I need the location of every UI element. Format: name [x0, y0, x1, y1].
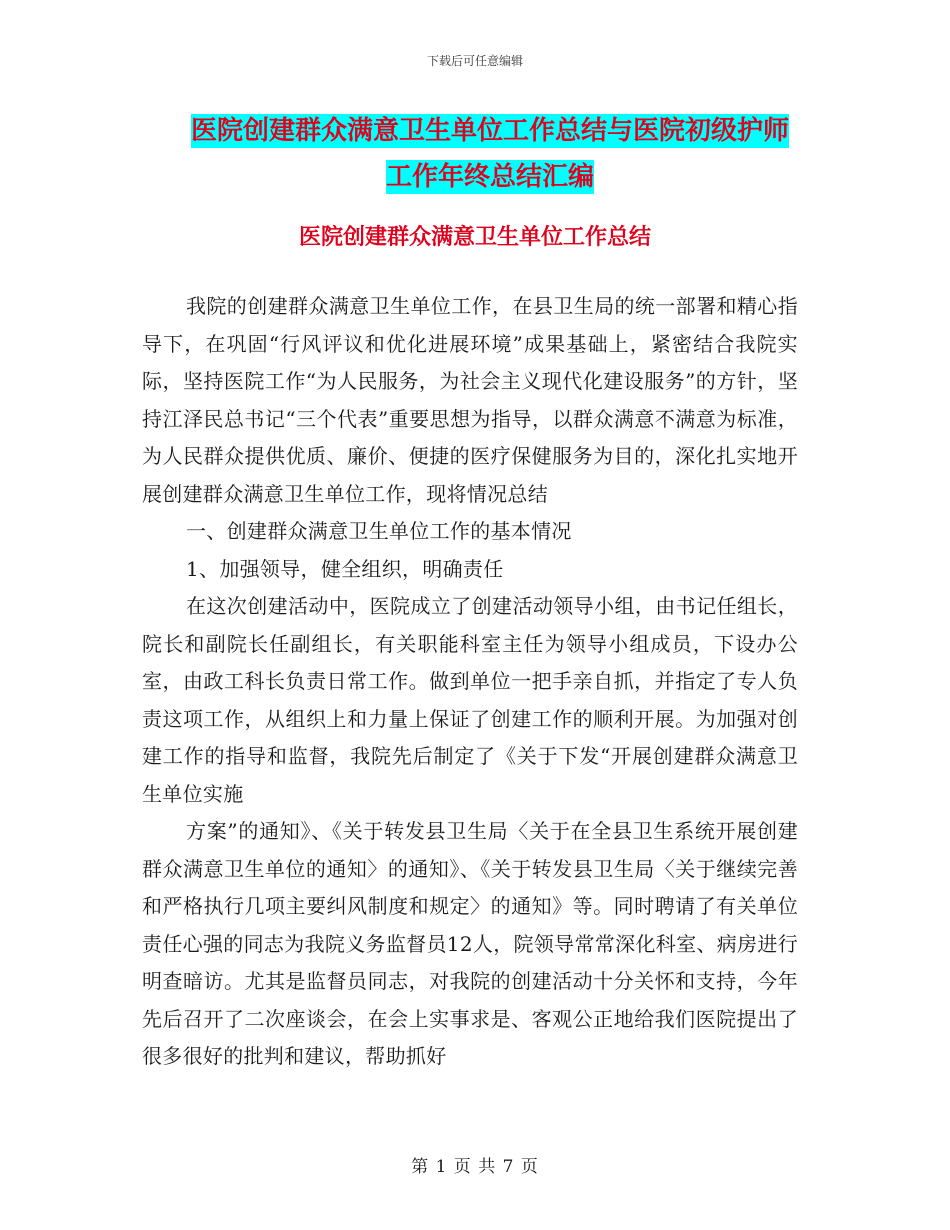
section-title: 医院创建群众满意卫生单位工作总结: [298, 225, 651, 250]
title-line-2: 工作年终总结汇编: [385, 162, 594, 192]
heading-basic-situation: 一、创建群众满意卫生单位工作的基本情况: [186, 519, 572, 543]
title-line-1: 医院创建群众满意卫生单位工作总结与医院初级护师: [190, 116, 789, 146]
document-title: [140, 108, 840, 200]
document-body: [142, 288, 798, 1076]
paragraph-notices: 方案”的通知》、《关于转发县卫生局〈关于在全县卫生系统开展创建群众满意卫生单位的通知〉的通知》、《关于转发县卫生局〈关于继续完善和严格执行几项主要纠风制度和规定〉的通知》等。同时聘请了有关单位责任心强的同志为我院义务监督员12人，院领导常常深化科室、病房进行明查暗访。尤其是监督员同志，对我院的创建活动十分关怀和支持，今年先后召开了二次座谈会，在会上实事求是、客观公正地给我们医院提出了很多很好的批判和建议，帮助抓好: [142, 819, 798, 1068]
subheading-leadership: 1、加强领导，健全组织，明确责任: [186, 556, 504, 581]
page-number: 第 1 页 共 7 页: [411, 1157, 539, 1177]
paragraph-leadership: 在这次创建活动中，医院成立了创建活动领导小组，由书记任组长，院长和副院长任副组长，有关职能科室主任为领导小组成员，下设办公室，由政工科长负责日常工作。做到单位一把手亲自抓，并指定了专人负责这项工作，从组织上和力量上保证了创建工作的顺利开展。为加强对创建工作的指导和监督，我院先后制定了《关于下发“开展创建群众满意卫生单位实施: [142, 594, 798, 806]
paragraph-intro: 我院的创建群众满意卫生单位工作，在县卫生局的统一部署和精心指导下，在巩固“行风评议和优化进展环境”成果基础上，紧密结合我院实际，坚持医院工作“为人民服务，为社会主义现代化建设服务”的方针，坚持江泽民总书记“三个代表”重要思想为指导，以群众满意不满意为标准，为人民群众提供优质、廉价、便捷的医疗保健服务为目的，深化扎实地开展创建群众满意卫生单位工作，现将情况总结: [142, 294, 798, 506]
header-note: 下载后可任意编辑: [426, 54, 523, 68]
